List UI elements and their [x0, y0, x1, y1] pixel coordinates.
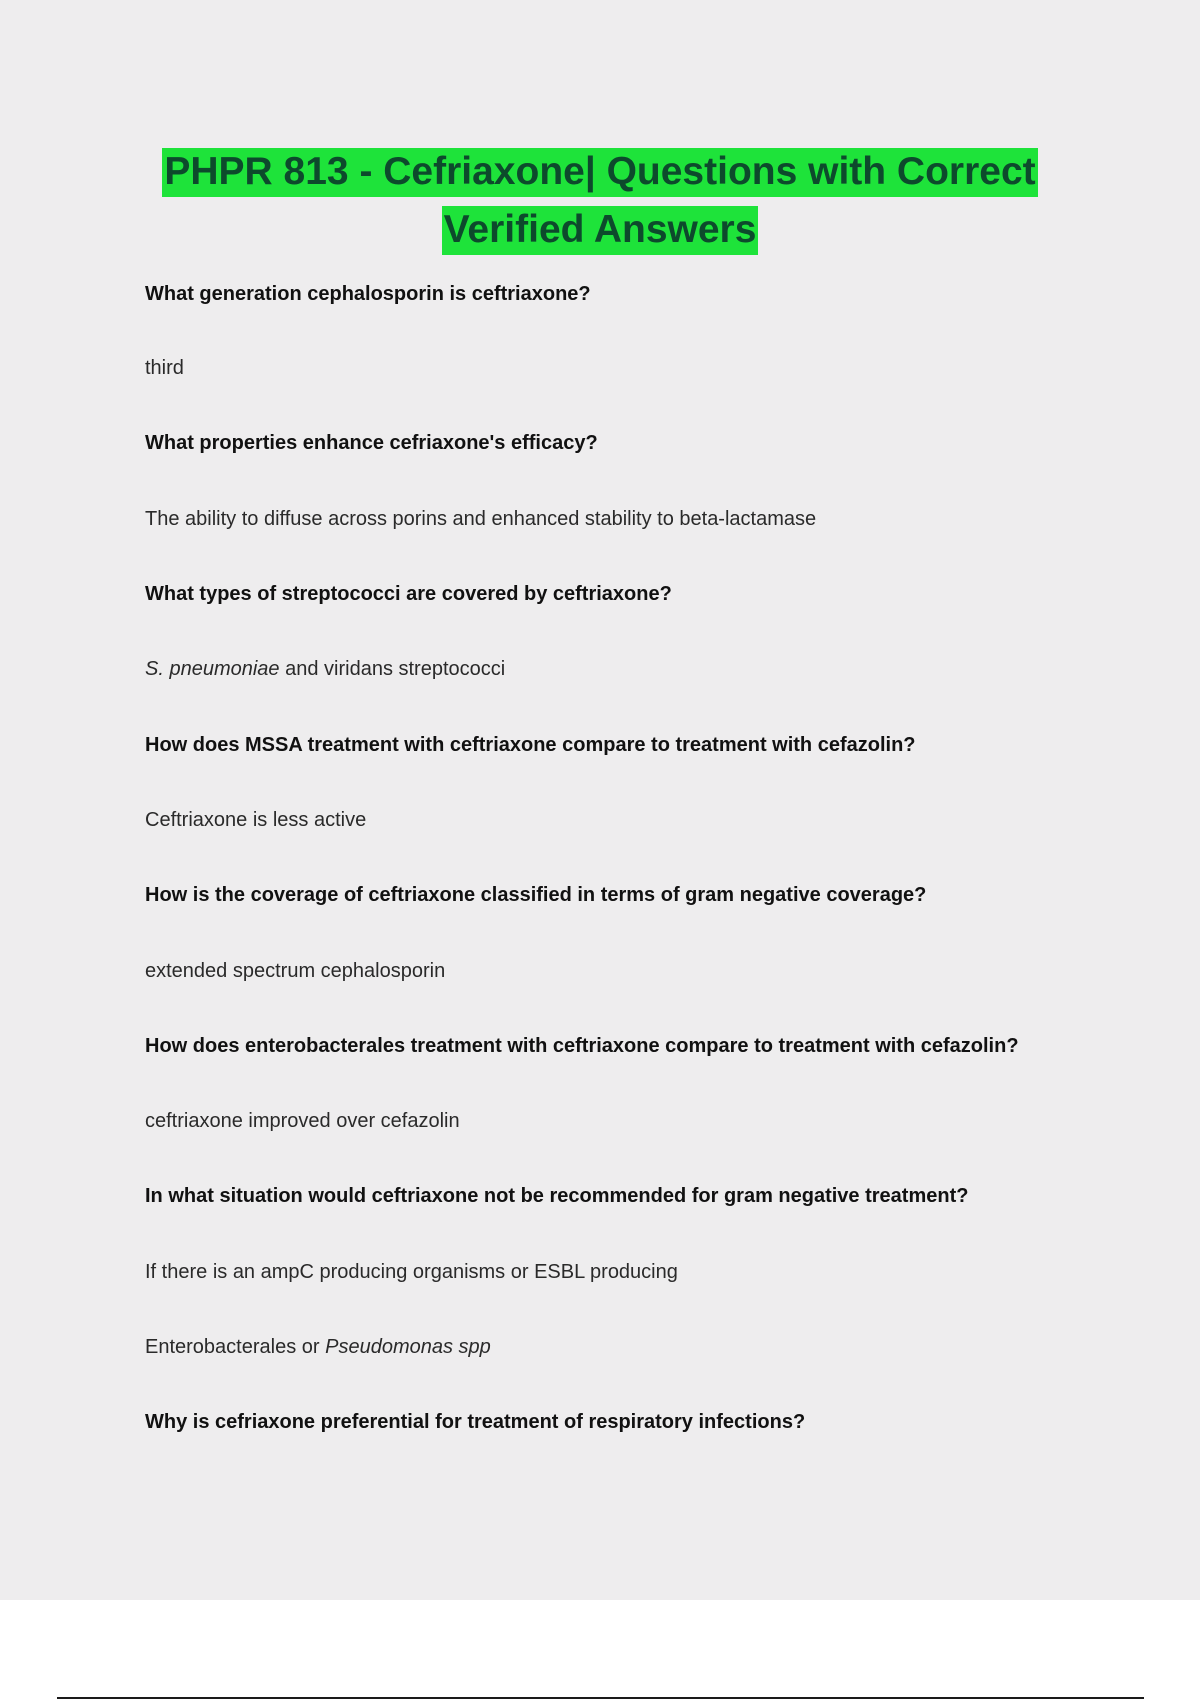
- answer-2: The ability to diffuse across porins and enhanced stability to beta-lactamase: [145, 508, 817, 530]
- answer-5: extended spectrum cephalosporin: [145, 960, 446, 982]
- answer-6: ceftriaxone improved over cefazolin: [145, 1110, 460, 1132]
- answer-7-plain: Enterobacterales or: [145, 1336, 326, 1358]
- answer-3-species: S. pneumoniae: [145, 658, 280, 680]
- answer-7-line-1: If there is an ampC producing organisms or ESBL producing: [145, 1261, 678, 1283]
- question-4: How does MSSA treatment with ceftriaxone compare to treatment with cefazolin?: [145, 734, 916, 756]
- question-1: What generation cephalosporin is ceftriaxone?: [145, 283, 591, 305]
- answer-4: Ceftriaxone is less active: [145, 809, 367, 831]
- title-line-1: PHPR 813 - Cefriaxone| Questions with Correct: [162, 148, 1037, 197]
- answer-3-rest: and viridans streptococci: [279, 658, 506, 680]
- answer-1: third: [145, 357, 184, 379]
- answer-7-species: Pseudomonas spp: [325, 1336, 491, 1358]
- question-3: What types of streptococci are covered by ceftriaxone?: [145, 583, 672, 605]
- question-7: In what situation would ceftriaxone not be recommended for gram negative treatment?: [145, 1185, 969, 1207]
- title-line-2: Verified Answers: [442, 206, 759, 255]
- document-title: [60, 143, 1140, 259]
- question-8: Why is cefriaxone preferential for treatment of respiratory infections?: [145, 1411, 806, 1433]
- question-6: How does enterobacterales treatment with ceftriaxone compare to treatment with cefazolin?: [145, 1035, 1019, 1057]
- answer-3: [145, 655, 1145, 683]
- question-2: What properties enhance cefriaxone's efficacy?: [145, 432, 598, 454]
- question-5: How is the coverage of ceftriaxone classified in terms of gram negative coverage?: [145, 884, 927, 906]
- answer-7-line-2: [145, 1333, 1145, 1361]
- footer-divider: [57, 1697, 1144, 1699]
